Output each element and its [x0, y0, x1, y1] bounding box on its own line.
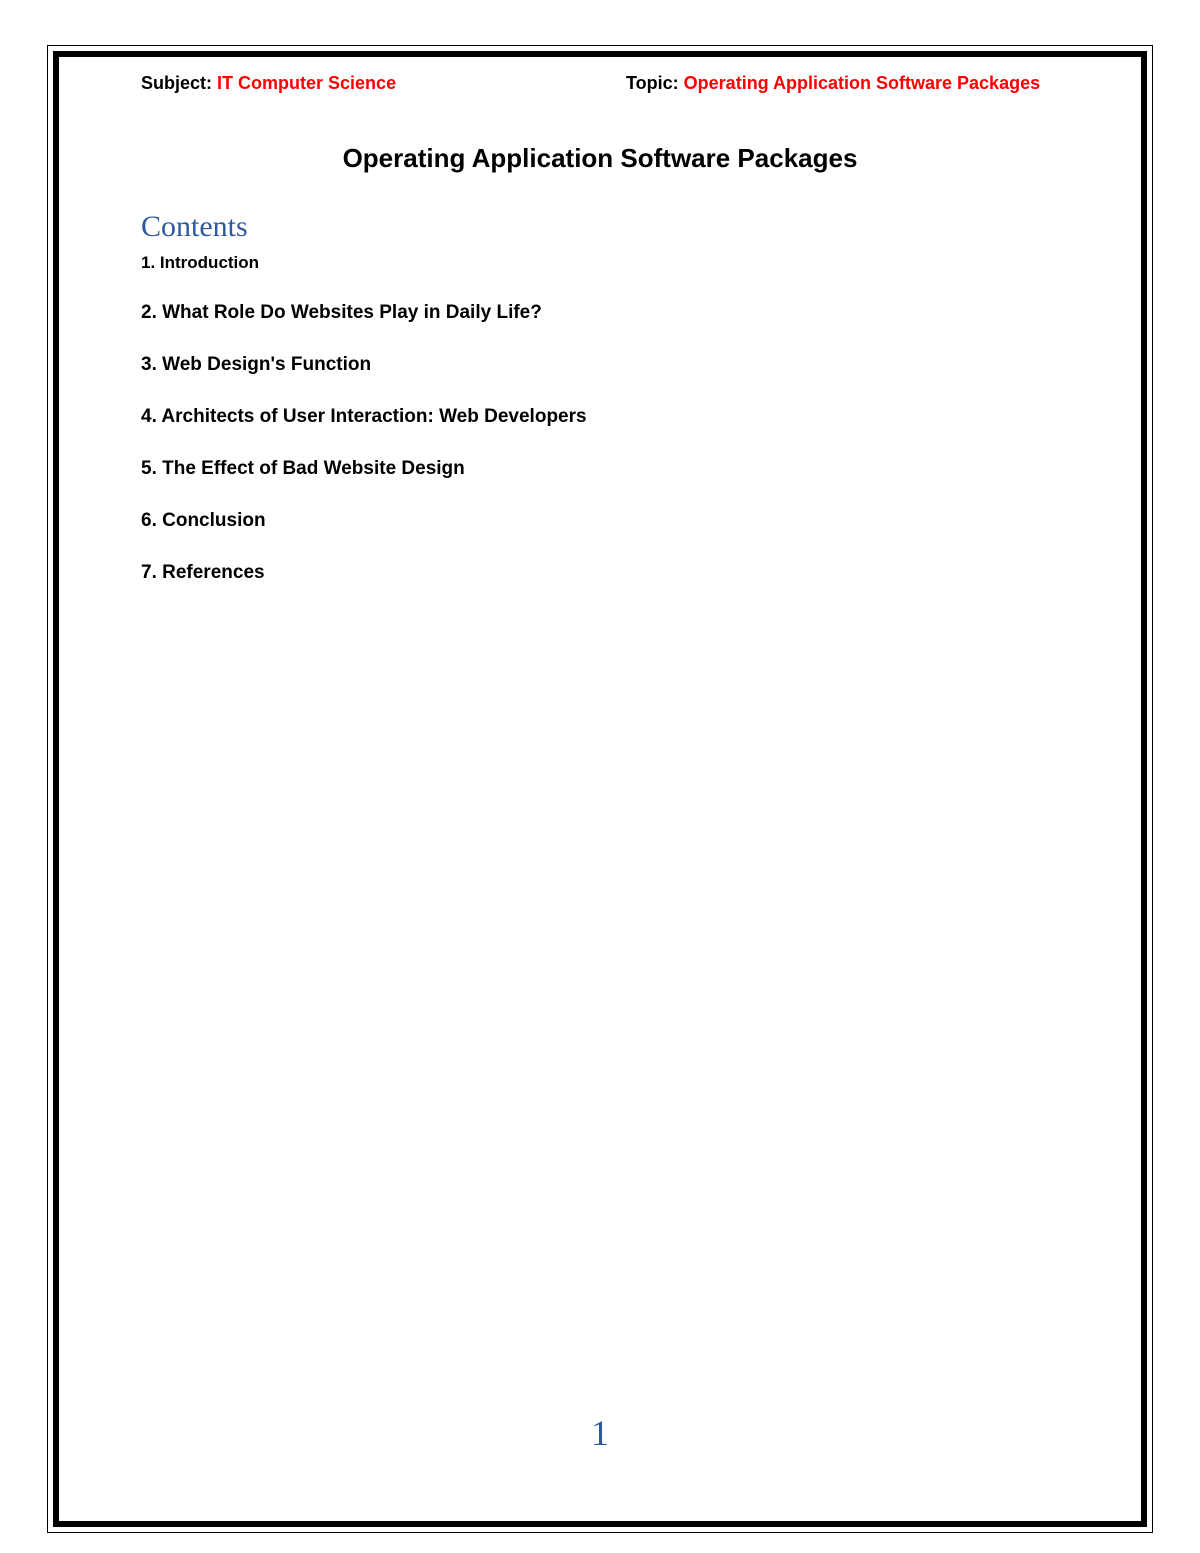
toc-item-bad-website-design[interactable]: 5. The Effect of Bad Website Design	[141, 458, 465, 479]
header-topic	[626, 73, 1040, 94]
toc-item-web-developers[interactable]: 4. Architects of User Interaction: Web Developers	[141, 406, 587, 427]
toc-item-conclusion[interactable]: 6. Conclusion	[141, 510, 266, 531]
document-title: Operating Application Software Packages	[342, 143, 858, 173]
toc-item-web-design-function[interactable]: 3. Web Design's Function	[141, 354, 372, 375]
topic-label: Topic:	[626, 73, 679, 93]
toc-item-introduction[interactable]: 1. Introduction	[141, 253, 260, 272]
toc-item-websites-daily-life[interactable]: 2. What Role Do Websites Play in Daily Life?	[141, 302, 542, 323]
table-of-contents	[141, 252, 587, 614]
subject-value: IT Computer Science	[217, 73, 397, 93]
subject-label: Subject:	[141, 73, 213, 93]
contents-heading: Contents	[141, 210, 248, 243]
header-subject	[141, 73, 396, 94]
toc-item-references[interactable]: 7. References	[141, 562, 265, 583]
page-number: 1	[591, 1413, 609, 1453]
topic-value: Operating Application Software Packages	[683, 73, 1041, 93]
